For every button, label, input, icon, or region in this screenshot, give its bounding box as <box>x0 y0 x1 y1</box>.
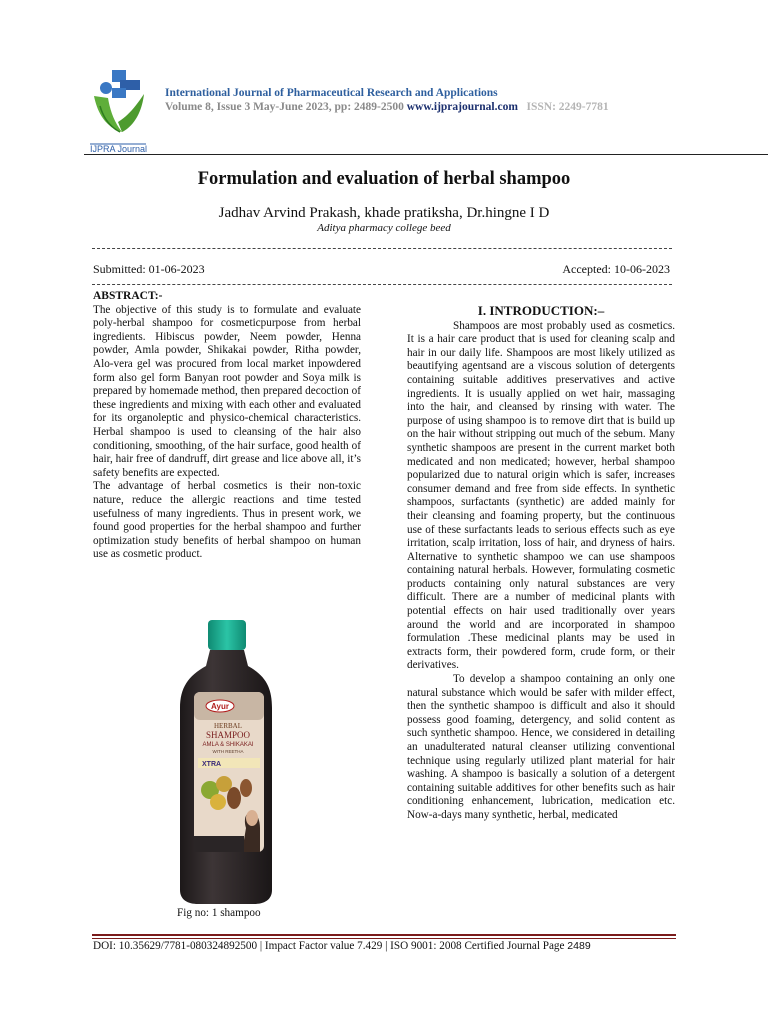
abstract-paragraph-1: The objective of this study is to formulate and evaluate poly-herbal shampoo for cosmeticpurpose from herbal ingredients. Hibiscus powder, Neem powder, Henna powder, Amla powder, Shikakai powder, Ritha powder, Alo-vera gel was procured from local market inpowdered form also gel form Banyan root powder and Soya milk is prepared by homemade method, then prepared decoction of these ingredients and mixing with each other and evaluated for its organoleptic and physico-chemical characteristics. Herbal shampoo is used to cleansing of the hair also conditioning, smoothing, of the hair surface, good health of hair, hair free of dandruff, dirt grease and lice above all, it’s safety benefits are expected. <box>93 303 361 479</box>
article-affiliation: Aditya pharmacy college beed <box>317 222 451 234</box>
journal-header <box>165 86 609 114</box>
page-footer <box>93 940 591 952</box>
bottle-cap <box>208 620 246 650</box>
article-title: Formulation and evaluation of herbal shampoo <box>197 169 571 189</box>
svg-text:HERBAL: HERBAL <box>214 722 242 730</box>
page-number: 2489 <box>567 940 591 952</box>
footer-rule <box>92 934 676 936</box>
introduction-section <box>407 304 675 823</box>
figure-caption: Fig no: 1 shampoo <box>177 907 261 919</box>
svg-text:Ayur: Ayur <box>211 702 229 711</box>
svg-text:AMLA & SHIKAKAI: AMLA & SHIKAKAI <box>202 742 254 748</box>
svg-text:SHAMPOO: SHAMPOO <box>205 730 251 740</box>
header-rule <box>84 154 768 155</box>
footer-text: DOI: 10.35629/7781-080324892500 | Impact Factor value 7.429 | ISO 9001: 2008 Certified Journal Page <box>93 940 565 952</box>
journal-issn: ISSN: 2249-7781 <box>526 101 609 113</box>
journal-logo <box>88 66 154 154</box>
footer-rule-thin <box>92 938 676 939</box>
journal-name: International Journal of Pharmaceutical Research and Applications <box>165 87 498 99</box>
dashed-divider-bottom <box>92 284 672 285</box>
shampoo-bottle-image <box>168 618 288 906</box>
abstract-section <box>93 290 361 562</box>
submitted-date: Submitted: 01-06-2023 <box>93 262 205 276</box>
dashed-divider-top <box>92 248 672 249</box>
logo-text: IJPRA Journal <box>90 144 148 154</box>
introduction-paragraph-2: To develop a shampoo containing an only one natural substance which would be safer with milder effect, then the synthetic shampoo is difficult and also it should possess good foaming, detergency, and solid content as such synthetic shampoo. Hence, we considered in detailing an unadulterated natural cleanser utilizing conventional technique using regularly utilized plant material for hair washing. A shampoo is basically a solution of a detergent containing suitable additives for other benefits such as hair conditioning enhancement, lubrication, medication etc. Now-a-days many synthetic, herbal, medicated <box>407 673 675 821</box>
accepted-date: Accepted: 10-06-2023 <box>562 262 670 276</box>
svg-text:WITH REETHA: WITH REETHA <box>212 749 244 754</box>
abstract-paragraph-2: The advantage of herbal cosmetics is their non-toxic nature, reduce the allergic reactions and time tested usefulness of many ingredients. Thus in present work, we found good properties for the herbal shampoo and further optimization study benefits of herbal shampoo on human use as cosmetic product. <box>93 480 361 561</box>
article-authors: Jadhav Arvind Prakash, khade pratiksha, Dr.hingne I D <box>218 205 550 221</box>
journal-url[interactable]: www.ijprajournal.com <box>406 101 518 113</box>
volume-info: Volume 8, Issue 3 May-June 2023, pp: 2489-2500 <box>165 101 404 113</box>
svg-text:XTRA: XTRA <box>202 761 222 768</box>
introduction-paragraph-1: Shampoos are most probably used as cosmetics. It is a hair care product that is used for cleaning scalp and hair in our daily life. Shampoos are most likely utilized as beautifying agentsand are a viscous solution of detergents containing suitable additives preservatives and active ingredients. It is usually applied on wet hair, massaging into the hair, and cleansed by rinsing with water. The purpose of using shampoo is to remove dirt that is build up on the hair without stripping out much of the sebum. Many synthetic shampoos are present in the current market both medicated and non medicated; however, herbal shampoo popularized due to natural origin which is safer, increases consumer demand and free from side effects. In synthetic shampoos, surfactants (synthetic) are added mainly for their cleansing and foaming property, but the continuous use of these surfactants leads to serious effects such as eye irritation, scalp irritation, loss of hair, and dryness of hairs. Alternative to synthetic shampoo we can use shampoos containing natural herbals. However, formulating cosmetic products containing only natural substances are very difficult. There are a number of medicinal plants with potential effects on hair used traditionally over years around the world and are incorporated in shampoo formulation .These medicinal plants may be used in extracts form, their powdered form, crude form, or their derivatives. <box>407 319 675 672</box>
introduction-heading: I. INTRODUCTION:– <box>477 303 605 318</box>
abstract-heading: ABSTRACT:- <box>93 290 163 302</box>
